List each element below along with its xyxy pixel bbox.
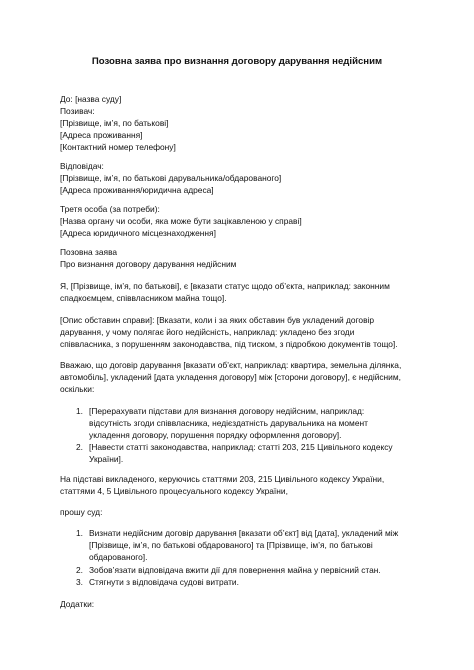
plaintiff-phone: [Контактний номер телефону] [60,142,176,152]
reason-number: 1. [76,406,83,416]
third-party-name: [Назва органу чи особи, яка може бути зацікавленою у справі] [60,216,302,226]
intro-line2: спадкоємцем, співвласником майна тощо]. [60,293,227,303]
plaintiff-name: [Прізвище, ім’я, по батькові] [60,118,169,128]
court-line: До: [назва суду] [60,94,122,104]
plaintiff-label: Позивач: [60,106,95,116]
request-label: прошу суд: [60,507,103,517]
intro-line1: Я, [Прізвище, ім’я, по батькові], є [вказати статус щодо об’єкта, наприклад: законним [60,281,390,291]
circumstances-line3: співвласника, з порушенням законодавства, під тиском, з підробкою документів тощо]. [60,339,398,349]
reason-line: укладення договору, порушення порядку оформлення договору]. [89,430,342,440]
belief-line3: оскільки: [60,384,95,394]
request-line: Визнати недійсним договір дарування [вказати об’єкт] від [дата], укладений між [89,528,399,538]
circumstances-line1: [Опис обставин справи]: [Вказати, коли і за яких обставин був укладений договір [60,315,375,325]
request-line: обдарованого]. [89,552,148,562]
request-number: 1. [76,528,83,538]
basis-line1: На підставі викладеного, керуючись статтями 203, 215 Цивільного кодексу України, [60,474,385,484]
reason-line: відсутність згоди співвласника, недієздатність дарувальника на момент [89,418,368,428]
request-line: [Прізвище, ім’я, по батькові обдарованого] та [Прізвище, ім’я, по батькові [89,540,373,550]
third-party-label: Третя особа (за потреби): [60,204,160,214]
request-line: Зобов’язати відповідача вжити дії для повернення майна у первісний стан. [89,565,381,575]
document-title: Позовна заява про визнання договору дарування недійсним [91,56,383,67]
reason-number: 2. [76,442,83,452]
circumstances-line2: дарування, у чому полягає його недійсність, наприклад: укладено без згоди [60,327,355,337]
defendant-address: [Адреса проживання/юридична адреса] [60,185,214,195]
third-party-address: [Адреса юридичного місцезнаходження] [60,228,216,238]
reason-line: [Навести статті законодавства, наприклад: статті 203, 215 Цивільного кодексу [89,442,393,452]
claim-heading-line2: Про визнання договору дарування недійсним [60,259,237,269]
request-number: 3. [76,577,83,587]
defendant-label: Відповідач: [60,161,104,171]
reason-line: [Перерахувати підстави для визнання договору недійсним, наприклад: [89,406,365,416]
defendant-name: [Прізвище, ім’я, по батькові дарувальника/обдарованого] [60,173,282,183]
attachments-label: Додатки: [60,599,95,609]
plaintiff-address: [Адреса проживання] [60,130,143,140]
belief-line2: автомобіль], укладений [дата укладення договору] між [сторони договору], є недійсним, [60,372,401,382]
claim-heading-line1: Позовна заява [60,247,118,257]
request-line: Стягнути з відповідача судові витрати. [89,577,239,587]
request-number: 2. [76,565,83,575]
belief-line1: Вважаю, що договір дарування [вказати об’єкт, наприклад: квартира, земельна ділянка, [60,360,402,370]
reason-line: України]. [89,454,124,464]
basis-line2: статтями 4, 5 Цивільного процесуального кодексу України, [60,486,288,496]
